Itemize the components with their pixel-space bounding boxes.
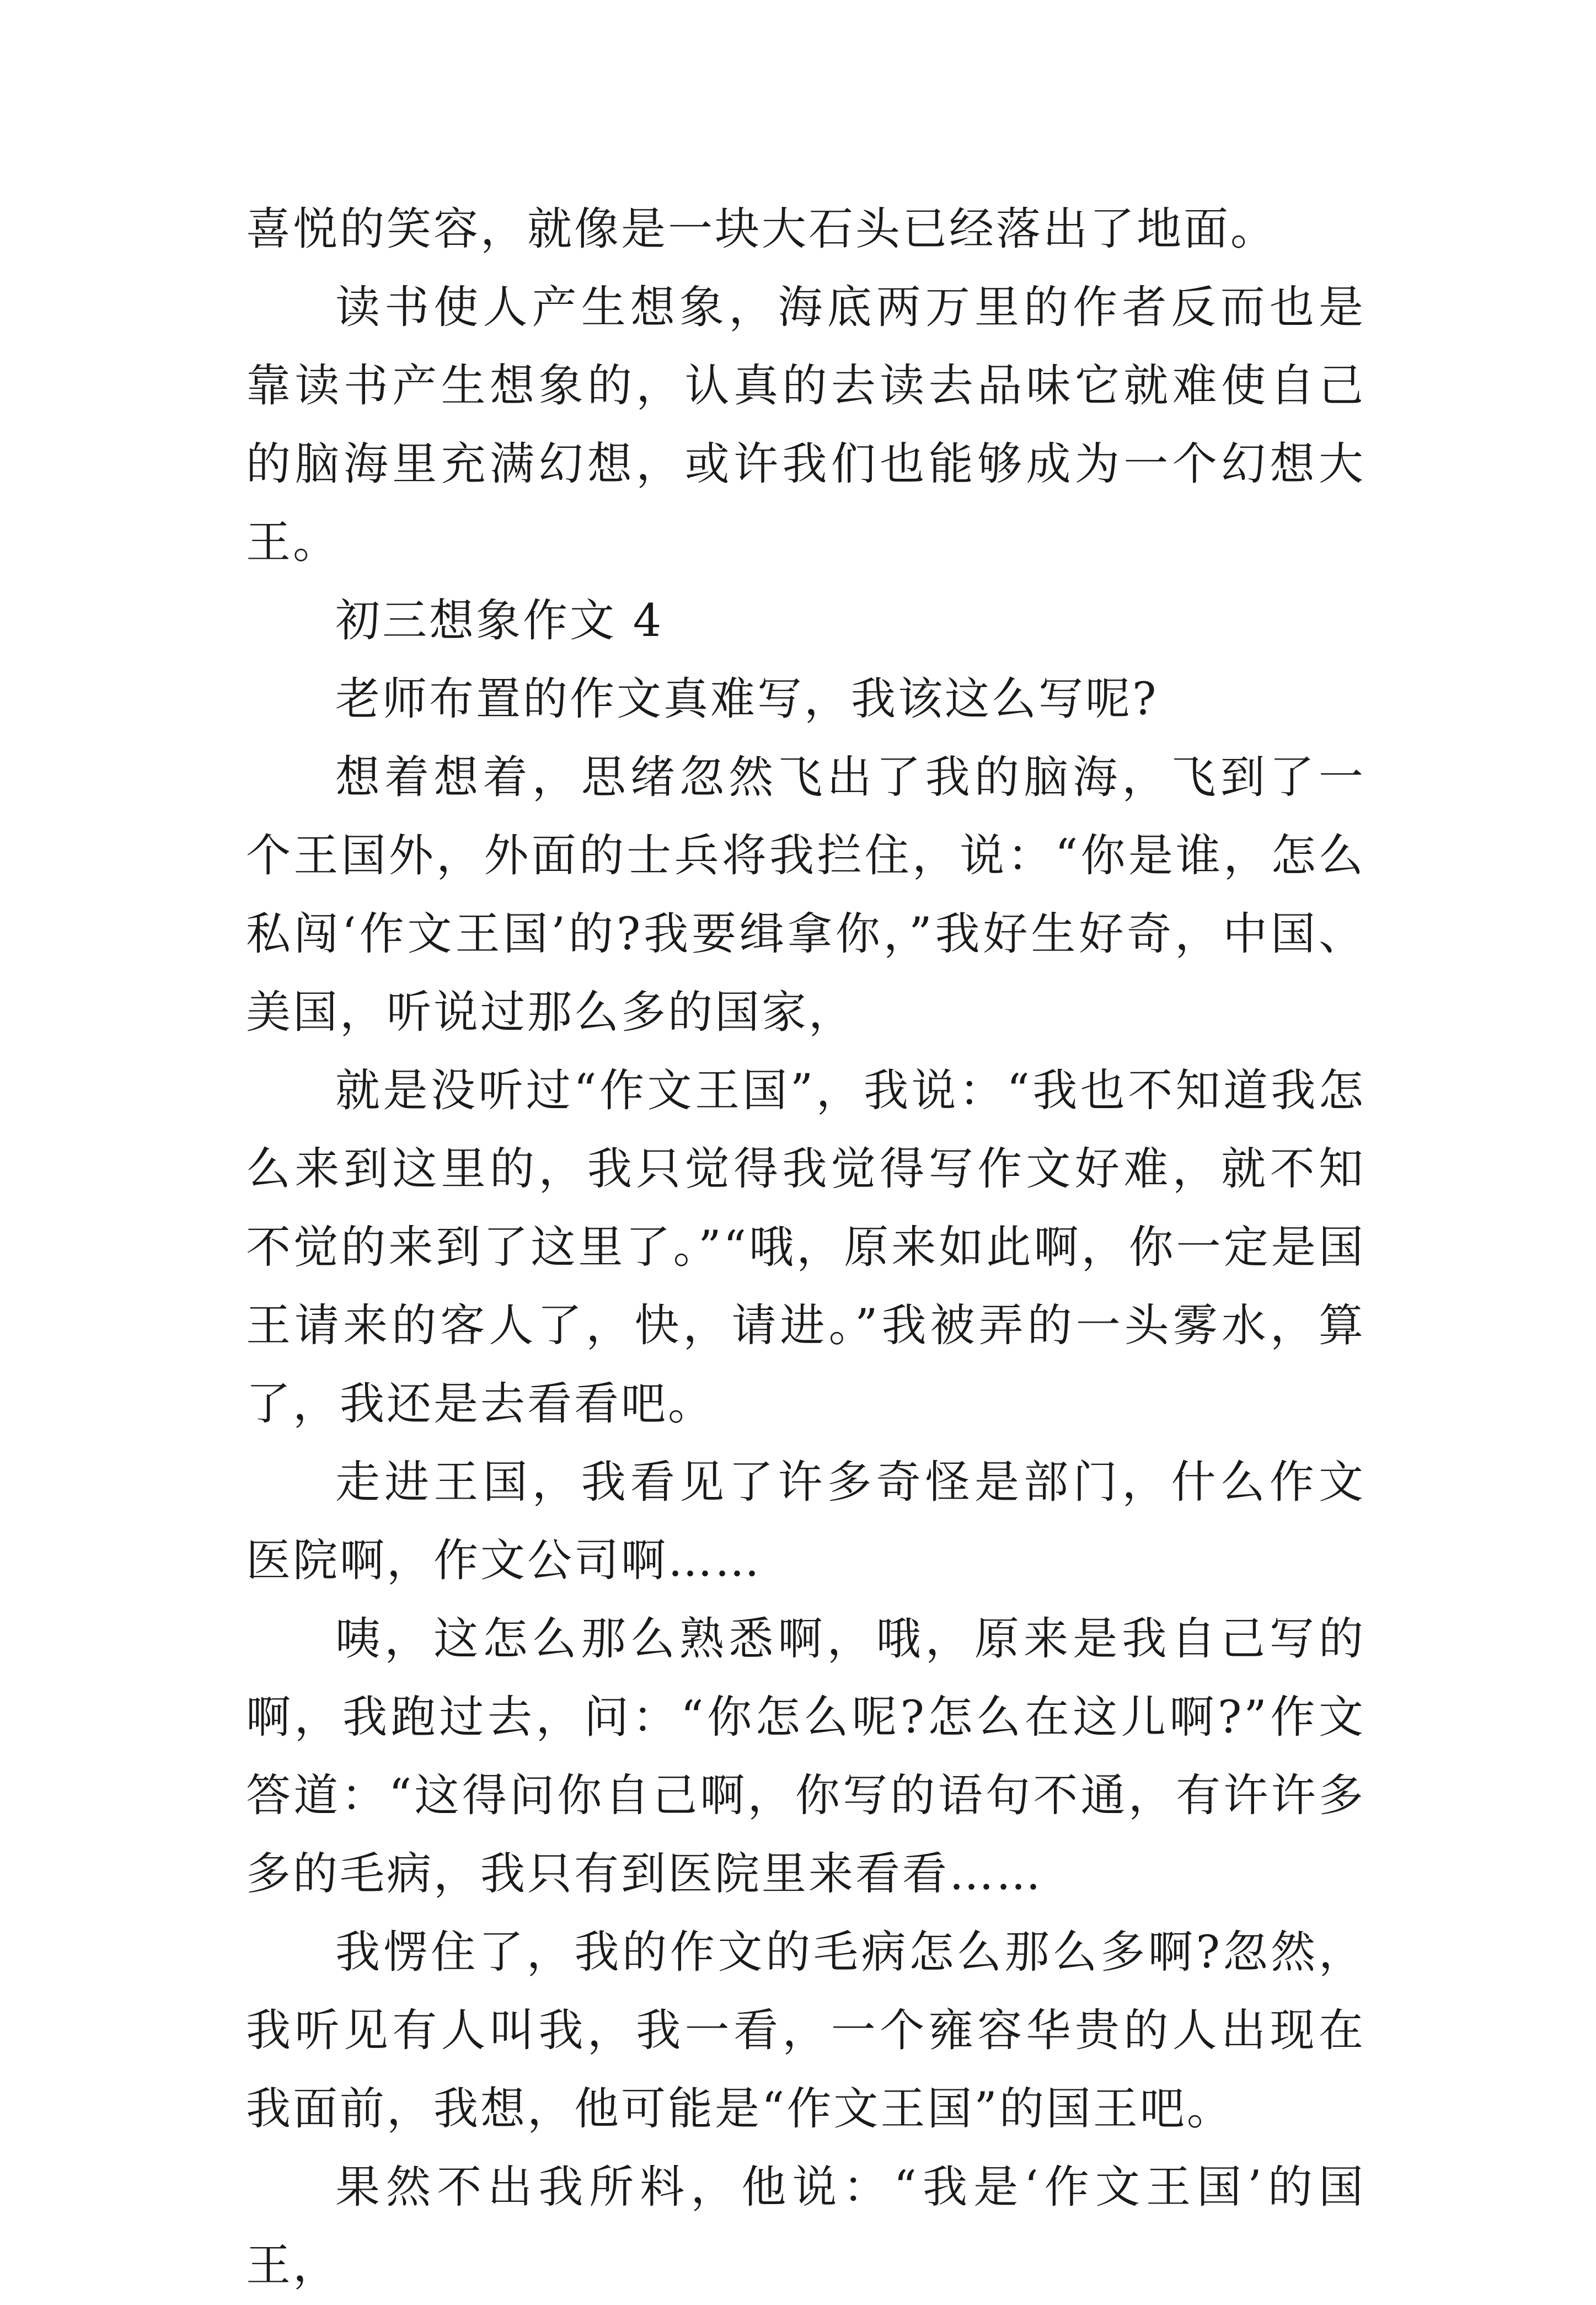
paragraph-6: 走进王国，我看见了许多奇怪是部门，什么作文医院啊，作文公司啊…… xyxy=(246,1457,1365,1587)
paragraph-5: 就是没听过“作文王国”，我说：“我也不知道我怎么来到这里的，我只觉得我觉得写作文好难，就不知不觉的来到了这里了。”“哦，原来如此啊，你一定是国王请来的客人了，快，请进。”我被弄的一头雾水，算了，我还是去看看吧。 xyxy=(246,1065,1365,1430)
paragraph-2: 读书使人产生想象，海底两万里的作者反而也是靠读书产生想象的，认真的去读去品味它就难使自己的脑海里充满幻想，或许我们也能够成为一个幻想大王。 xyxy=(246,282,1365,569)
paragraph-8: 我愣住了，我的作文的毛病怎么那么多啊?忽然，我听见有人叫我，我一看，一个雍容华贵的人出现在我面前，我想，他可能是“作文王国”的国王吧。 xyxy=(246,1927,1365,2135)
paragraph-9: 果然不出我所料，他说：“我是‘作文王国’的国王， xyxy=(246,2162,1365,2292)
essay-heading: 初三想象作文 4 xyxy=(335,595,664,647)
essay-body xyxy=(246,190,1365,2305)
paragraph-3: 老师布置的作文真难写，我该这么写呢? xyxy=(335,673,1159,725)
paragraph-4: 想着想着，思绪忽然飞出了我的脑海，飞到了一个王国外，外面的士兵将我拦住，说：“你是谁，怎么私闯‘作文王国’的?我要缉拿你，”我好生好奇，中国、美国，听说过那么多的国家， xyxy=(246,752,1365,1039)
paragraph-1: 喜悦的笑容，就像是一块大石头已经落出了地面。 xyxy=(246,204,1278,255)
paragraph-7: 咦，这怎么那么熟悉啊，哦，原来是我自己写的啊，我跑过去，问：“你怎么呢?怎么在这儿啊?”作文答道：“这得问你自己啊，你写的语句不通，有许许多多的毛病，我只有到医院里来看看…… xyxy=(246,1613,1365,1900)
